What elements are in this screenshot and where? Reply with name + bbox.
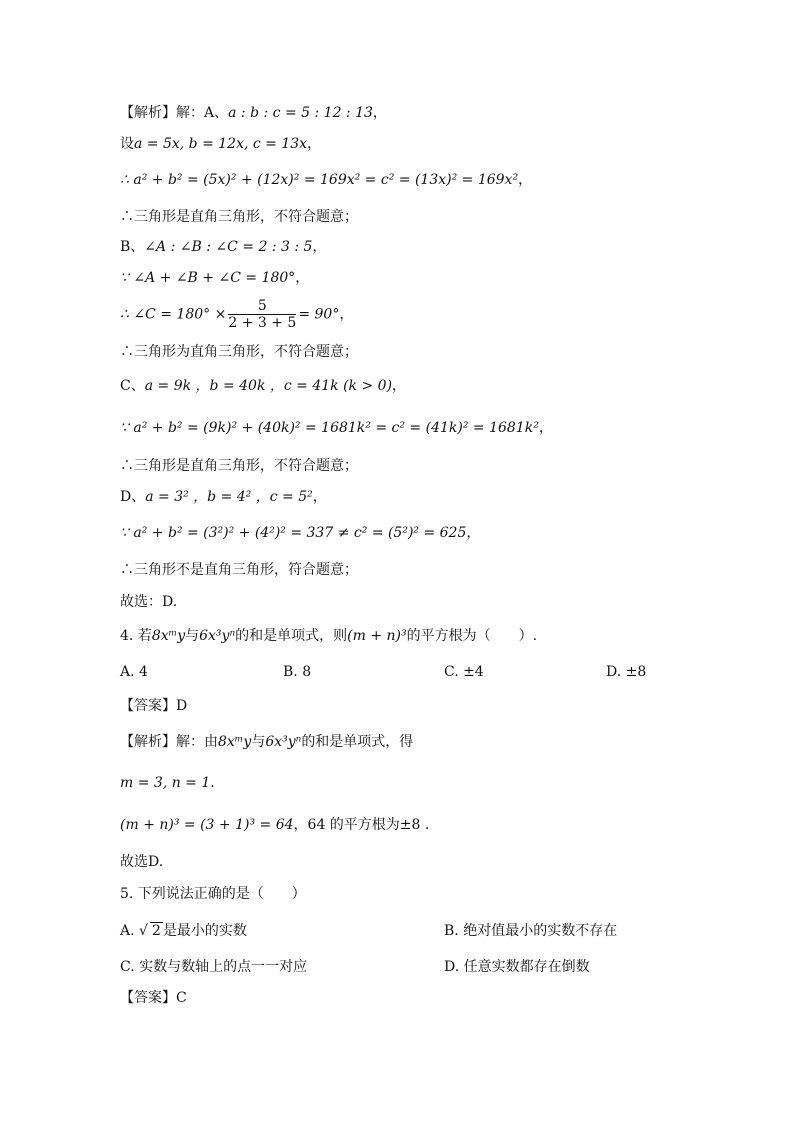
q4-option-b-text: 8: [302, 664, 312, 680]
q4-an-l2-post: .: [210, 775, 215, 791]
q3-line-1: [120, 103, 387, 123]
q3-line-12: [120, 487, 327, 507]
q3-line-7: [120, 298, 353, 331]
q3-l7-math-post: = 90°: [298, 306, 340, 323]
q3-l9-math: a = 9k ，b = 40k ，c = 41k (k > 0): [144, 378, 393, 394]
q4-an-mid: 与: [251, 734, 266, 750]
q5-option-a-label: A.: [120, 923, 135, 939]
q4-option-c[interactable]: [444, 664, 484, 680]
q3-l3-post: ，: [518, 172, 533, 188]
q3-l5-post: ，: [312, 239, 327, 255]
q4-option-d[interactable]: [606, 664, 646, 680]
q4-an-pre: 解：由: [176, 734, 218, 750]
q5-answer-value: C: [176, 990, 187, 1006]
q3-l7-frac-num: 5: [228, 298, 296, 315]
q5-option-c-text: 实数与数轴上的点一一对应: [139, 959, 308, 975]
q4-stem-mid: 与: [185, 628, 200, 644]
q4-an-l3-post: ，64 的平方根为±8 .: [293, 817, 430, 833]
q3-line-9: [120, 376, 406, 396]
q4-option-a-text: 4: [139, 664, 148, 680]
q4-option-d-text: ±8: [625, 664, 647, 680]
q3-l13-post: ，: [466, 525, 481, 541]
q4-stem-num: 4. 若: [120, 628, 152, 644]
q5-option-d-text: 任意实数都存在倒数: [463, 959, 590, 975]
q3-l12-math: a = 3² ，b = 4² ，c = 5²: [145, 489, 313, 505]
q3-l6-math: ∵ ∠A + ∠B + ∠C = 180°: [120, 270, 296, 286]
q3-l12-post: ，: [312, 489, 327, 505]
q4-analysis-1: [120, 732, 413, 752]
q3-line-15: 故选：D.: [120, 594, 178, 610]
q3-l5-math: ∠A : ∠B : ∠C = 2 : 3 : 5: [144, 239, 313, 255]
q4-stem-term2: 6x³yⁿ: [199, 628, 236, 644]
q5-answer: [120, 988, 187, 1008]
q4-answer: [120, 696, 187, 716]
q4-option-b-label: B.: [283, 664, 298, 680]
q3-line-5: [120, 237, 326, 257]
q5-option-b-text: 绝对值最小的实数不存在: [463, 923, 618, 939]
q5-option-d[interactable]: [444, 956, 590, 976]
q3-line-2: [120, 134, 321, 154]
q3-l1-post: ，: [372, 105, 387, 121]
q3-l2-post: ，: [307, 136, 322, 152]
q5-option-d-label: D.: [444, 959, 460, 975]
q3-l13-math: ∵ a² + b² = (3²)² + (4²)² = 337 ≠ c² = (5²)² = 625: [120, 525, 467, 541]
q3-l6-post: ，: [295, 270, 310, 286]
q3-l9-pre: C、: [120, 378, 145, 394]
q3-line-4: ∴三角形是直角三角形，不符合题意；: [120, 209, 358, 225]
q4-analysis-2: [120, 773, 215, 793]
q3-l1-pre: 解：A、: [176, 105, 229, 121]
q4-an-l3-math: (m + n)³ = (3 + 1)³ = 64: [120, 817, 294, 833]
q5-option-c-label: C.: [120, 959, 135, 975]
q4-stem: [120, 626, 537, 646]
q5-option-a-radicand: 2: [151, 923, 161, 939]
q3-line-10: [120, 418, 553, 438]
q4-option-a-label: A.: [120, 664, 135, 680]
answer-label: 【答案】: [120, 698, 176, 714]
q3-line-3: [120, 170, 532, 190]
q3-l7-math-pre: ∴ ∠C = 180° ×: [120, 306, 227, 323]
q4-stem-term3: (m + n)³: [347, 628, 407, 644]
q3-line-6: [120, 268, 309, 288]
q4-analysis-4: 故选D.: [120, 854, 164, 870]
q4-an-term1: 8xᵐy: [218, 734, 252, 750]
q4-an-term2: 6x³yⁿ: [265, 734, 302, 750]
q3-l9-post: ，: [392, 378, 407, 394]
q3-l10-post: ，: [538, 420, 553, 436]
q3-l5-pre: B、: [120, 239, 145, 255]
q5-option-a-text: 是最小的实数: [162, 923, 247, 939]
q3-l3-math: ∴ a² + b² = (5x)² + (12x)² = 169x² = c² = (13x)² = 169x²: [120, 172, 519, 188]
q4-stem-mid2: 的和是单项式，则: [235, 628, 348, 644]
q4-an-l2-math: m = 3, n = 1: [120, 775, 211, 791]
q4-answer-value: D: [176, 698, 188, 714]
q4-option-a[interactable]: [120, 664, 148, 680]
q4-stem-term1: 8xᵐy: [151, 628, 186, 644]
q5-option-c[interactable]: [120, 956, 307, 976]
q4-option-b[interactable]: [283, 664, 311, 680]
q4-option-c-label: C.: [444, 664, 459, 680]
analysis-label: 【解析】: [120, 105, 176, 121]
answer-label: 【答案】: [120, 990, 176, 1006]
q4-stem-end: 的平方根为（ ）.: [406, 628, 538, 644]
analysis-label: 【解析】: [120, 734, 176, 750]
q5-stem: 5. 下列说法正确的是（ ）: [120, 886, 306, 902]
q5-option-a[interactable]: [120, 920, 247, 940]
q3-line-11: ∴三角形是直角三角形，不符合题意；: [120, 458, 358, 474]
q3-l1-math: a : b : c = 5 : 12 : 13: [228, 105, 373, 121]
q5-option-b-label: B.: [444, 923, 459, 939]
q4-option-c-text: ±4: [463, 664, 484, 680]
q3-line-8: ∴三角形为直角三角形，不符合题意；: [120, 344, 358, 360]
q4-analysis-3: [120, 815, 429, 835]
q4-option-d-label: D.: [606, 664, 622, 680]
q3-line-14: ∴三角形不是直角三角形，符合题意；: [120, 562, 358, 578]
q3-l7-post: ，: [339, 306, 354, 323]
q3-line-13: [120, 523, 480, 543]
sqrt-icon: √: [139, 923, 148, 939]
q3-l7-fraction: [228, 298, 296, 331]
q3-l12-pre: D、: [120, 489, 146, 505]
q3-l2-pre: 设: [120, 136, 134, 152]
q3-l2-math: a = 5x, b = 12x, c = 13x: [134, 136, 308, 152]
q3-l10-math: ∵ a² + b² = (9k)² + (40k)² = 1681k² = c² = (41k)² = 1681k²: [120, 420, 539, 436]
q5-option-b[interactable]: [444, 920, 617, 940]
q3-l7-frac-den: 2 + 3 + 5: [228, 315, 297, 331]
q4-an-post: 的和是单项式，得: [301, 734, 414, 750]
